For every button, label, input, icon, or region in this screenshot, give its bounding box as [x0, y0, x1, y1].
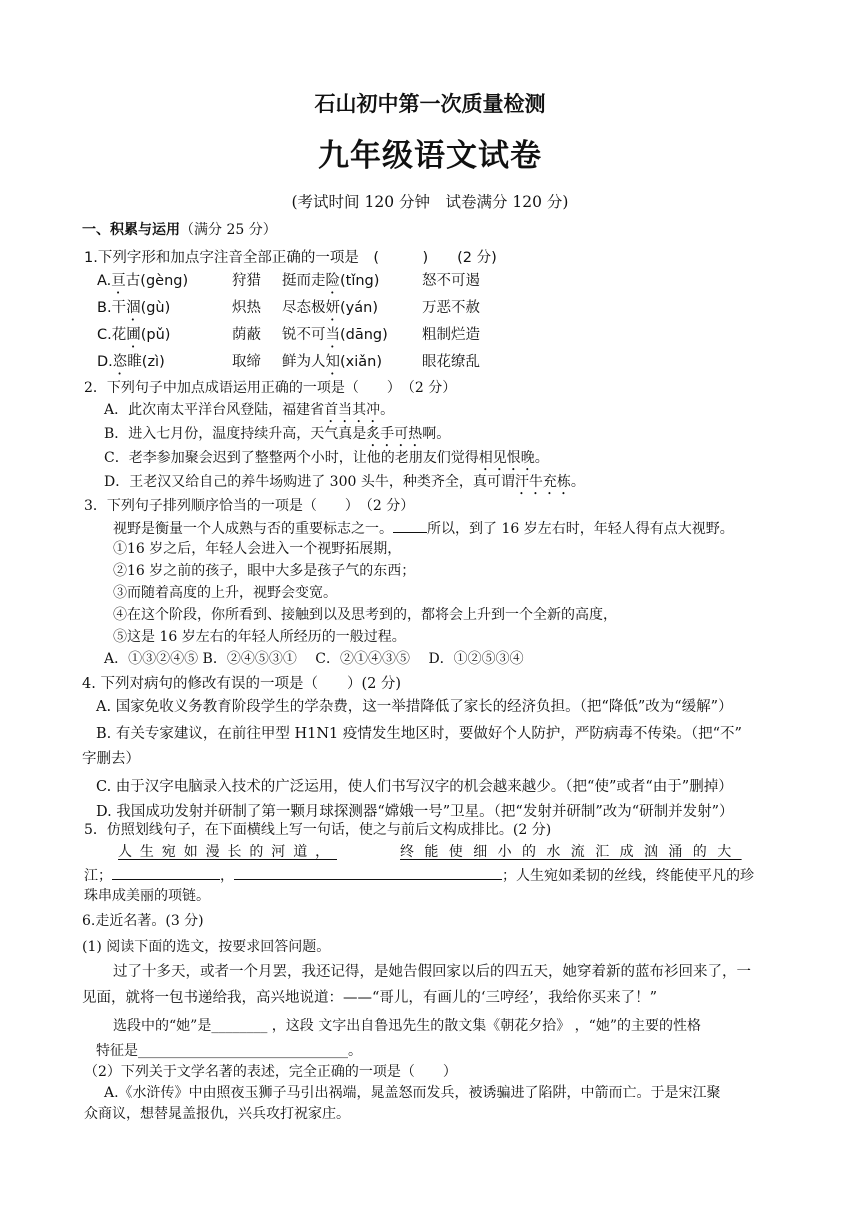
q1-option-b-word2: 炽热 — [232, 300, 261, 316]
q6-question1-line2: 特征是______________________________。 — [96, 1043, 362, 1059]
q5-blank-2[interactable] — [234, 864, 502, 880]
section-heading-score: （满分 25 分） — [180, 222, 277, 238]
q3-sentence-4: ④在这个阶段，你所看到、接触到以及思考到的，都将会上升到一个全新的高度， — [113, 607, 617, 623]
q2-stem: 2．下列句子中加点成语运用正确的一项是（ ） （2 分） — [84, 380, 457, 396]
q4-option-b-cont: 字删去） — [82, 751, 140, 767]
q3-answer-blank[interactable] — [393, 517, 427, 533]
q5-line2-b: ； — [98, 868, 112, 884]
q1-option-c — [97, 325, 480, 351]
q3-sentence-2: ②16 岁之前的孩子，眼中大多是孩子气的东西； — [113, 563, 416, 579]
q3-sentence-1: ①16 岁之后，年轻人会进入一个视野拓展期， — [113, 541, 402, 557]
emphasized-idiom: 相见恨晚 — [478, 450, 535, 466]
q1-option-b — [97, 298, 480, 324]
q1-option-b-word1: B.干涸(gù) — [97, 300, 171, 316]
q6-stem: 6.走近名著。(3 分) — [82, 913, 204, 929]
q1-option-c-word2: 荫蔽 — [232, 327, 261, 343]
q2-option-a: A．此次南太平洋台风登陆，福建省首当其冲。 — [104, 402, 395, 418]
q5-stem: 5．仿照划线句子，在下面横线上写一句话，使之与前后文构成排比。(2 分) — [84, 822, 552, 838]
section-heading-title: 一、积累与运用 — [82, 222, 180, 238]
q4-stem: 4. 下列对病句的修改有误的一项是（ ）(2 分) — [82, 676, 402, 692]
q1-option-d — [97, 352, 480, 378]
q5-line2-d: ；人生宛如柔韧的丝线，终能使平凡的珍 — [502, 868, 754, 884]
q6-part1-instruction: (1) 阅读下面的选文，按要求回答问题。 — [82, 939, 331, 955]
q1-option-a-word3: 挺而走险(tǐng) — [282, 273, 380, 289]
q2-option-b: B．进入七月份，温度持续升高，天气真是炙手可热啊。 — [104, 426, 451, 442]
q6-passage-line1: 过了十多天，或者一个月罢，我还记得，是她告假回家以后的四五天，她穿着新的蓝布衫回来了，一 — [113, 964, 751, 980]
q6-passage-line2: 见面，就将一包书递给我，高兴地说道：——“哥儿，有画儿的‘三哼经’，我给你买来了！” — [82, 990, 658, 1006]
q4-option-b: B. 有关专家建议，在前往甲型 H1N1 疫情发生地区时，要做好个人防护，严防病毒不传染。（把“不” — [96, 726, 742, 742]
q5-line3: 珠串成美丽的项链。 — [84, 888, 210, 904]
q3-intro-part1: 视野是衡量一个人成熟与否的重要标志之一。 — [113, 521, 393, 537]
q5-blank-1[interactable] — [112, 864, 220, 880]
q1-option-d-word4: 眼花缭乱 — [422, 354, 480, 370]
q3-intro — [113, 517, 734, 539]
q6-option-a-line1: A.《水浒传》中由照夜玉狮子马引出祸端，晁盖怒而发兵，被诱骗进了陷阱，中箭而亡。于是宋江聚 — [104, 1085, 721, 1101]
q1-option-d-word3: 鲜为人知(xiǎn) — [282, 354, 382, 370]
q1-option-c-word1: C.花圃(pǔ) — [97, 327, 171, 343]
q3-sentence-5: ⑤这是 16 岁左右的年轻人所经历的一般过程。 — [113, 629, 406, 645]
q1-option-c-word4: 粗制烂造 — [422, 327, 480, 343]
q1-option-b-word4: 万恶不赦 — [422, 300, 480, 316]
emphasized-idiom: 汗牛充栋 — [514, 474, 571, 490]
q5-underlined-1: 人生宛如漫长的河道， — [118, 844, 337, 860]
q5-line2 — [84, 864, 754, 886]
q1-option-a-word1: A.亘古(gèng) — [97, 273, 189, 289]
q6-option-a-line2: 众商议，想替晁盖报仇，兴兵攻打祝家庄。 — [84, 1106, 350, 1122]
q4-option-a: A. 国家免收义务教育阶段学生的学杂费，这一举措降低了家长的经济负担。（把“降低”改为“缓解”） — [96, 699, 733, 715]
q1-option-d-word2: 取缔 — [232, 354, 261, 370]
q1-option-d-word1: D.恣睢(zì) — [97, 354, 165, 370]
school-title: 石山初中第一次质量检测 — [314, 91, 546, 116]
q1-option-c-word3: 锐不可当(dāng) — [282, 327, 388, 343]
exam-info: (考试时间 120 分钟 试卷满分 120 分) — [291, 193, 569, 211]
q2-option-c: C．老李参加聚会迟到了整整两个小时，让他的老朋友们觉得相见恨晚。 — [104, 450, 549, 466]
q1-option-a — [97, 271, 480, 297]
q2-option-d: D．王老汉又给自己的养牛场购进了 300 头牛，种类齐全，真可谓汗牛充栋。 — [104, 474, 585, 490]
q3-choices: A．①③②④⑤ B．②④⑤③① C．②①④③⑤ D．①②⑤③④ — [104, 651, 524, 667]
emphasized-idiom: 首当其冲 — [324, 402, 381, 418]
q4-option-d: D. 我国成功发射并研制了第一颗月球探测器“嫦娥一号”卫星。（把“发射并研制”改为“研制并发射”） — [96, 804, 734, 820]
q1-option-b-word3: 尽态极妍(yán) — [282, 300, 378, 316]
q1-stem: 1.下列字形和加点字注音全部正确的一项是 ( ) (2 分) — [84, 250, 497, 266]
q5-underlined-2: 终能使细小的水流汇成汹涌的大 — [400, 844, 742, 860]
q3-stem: 3．下列句子排列顺序恰当的一项是（ ） （2 分） — [84, 498, 415, 514]
section-heading — [82, 220, 277, 240]
emphasized-idiom: 炙手可热 — [366, 426, 423, 442]
q6-question1-line1: 选段中的“她”是________ ，这段 文字出自鲁迅先生的散文集《朝花夕拾》 ，“她”的主要的性格 — [113, 1018, 701, 1034]
q3-sentence-3: ③而随着高度的上升，视野会变宽。 — [113, 585, 337, 601]
q4-option-c: C. 由于汉字电脑录入技术的广泛运用，使人们书写汉字的机会越来越少。（把“使”或者“由于”删掉） — [96, 779, 733, 795]
q5-line2-c: ， — [220, 868, 234, 884]
exam-title: 九年级语文试卷 — [318, 138, 542, 174]
q1-option-a-word4: 怒不可遏 — [422, 273, 480, 289]
q3-intro-part2: 所以，到了 16 岁左右时，年轻人得有点大视野。 — [427, 521, 734, 537]
q1-option-a-word2: 狩猎 — [232, 273, 261, 289]
q5-line2-a: 江 — [84, 868, 98, 884]
q6-part2-stem: （2）下列关于文学名著的表述，完全正确的一项是（ ） — [84, 1064, 457, 1080]
